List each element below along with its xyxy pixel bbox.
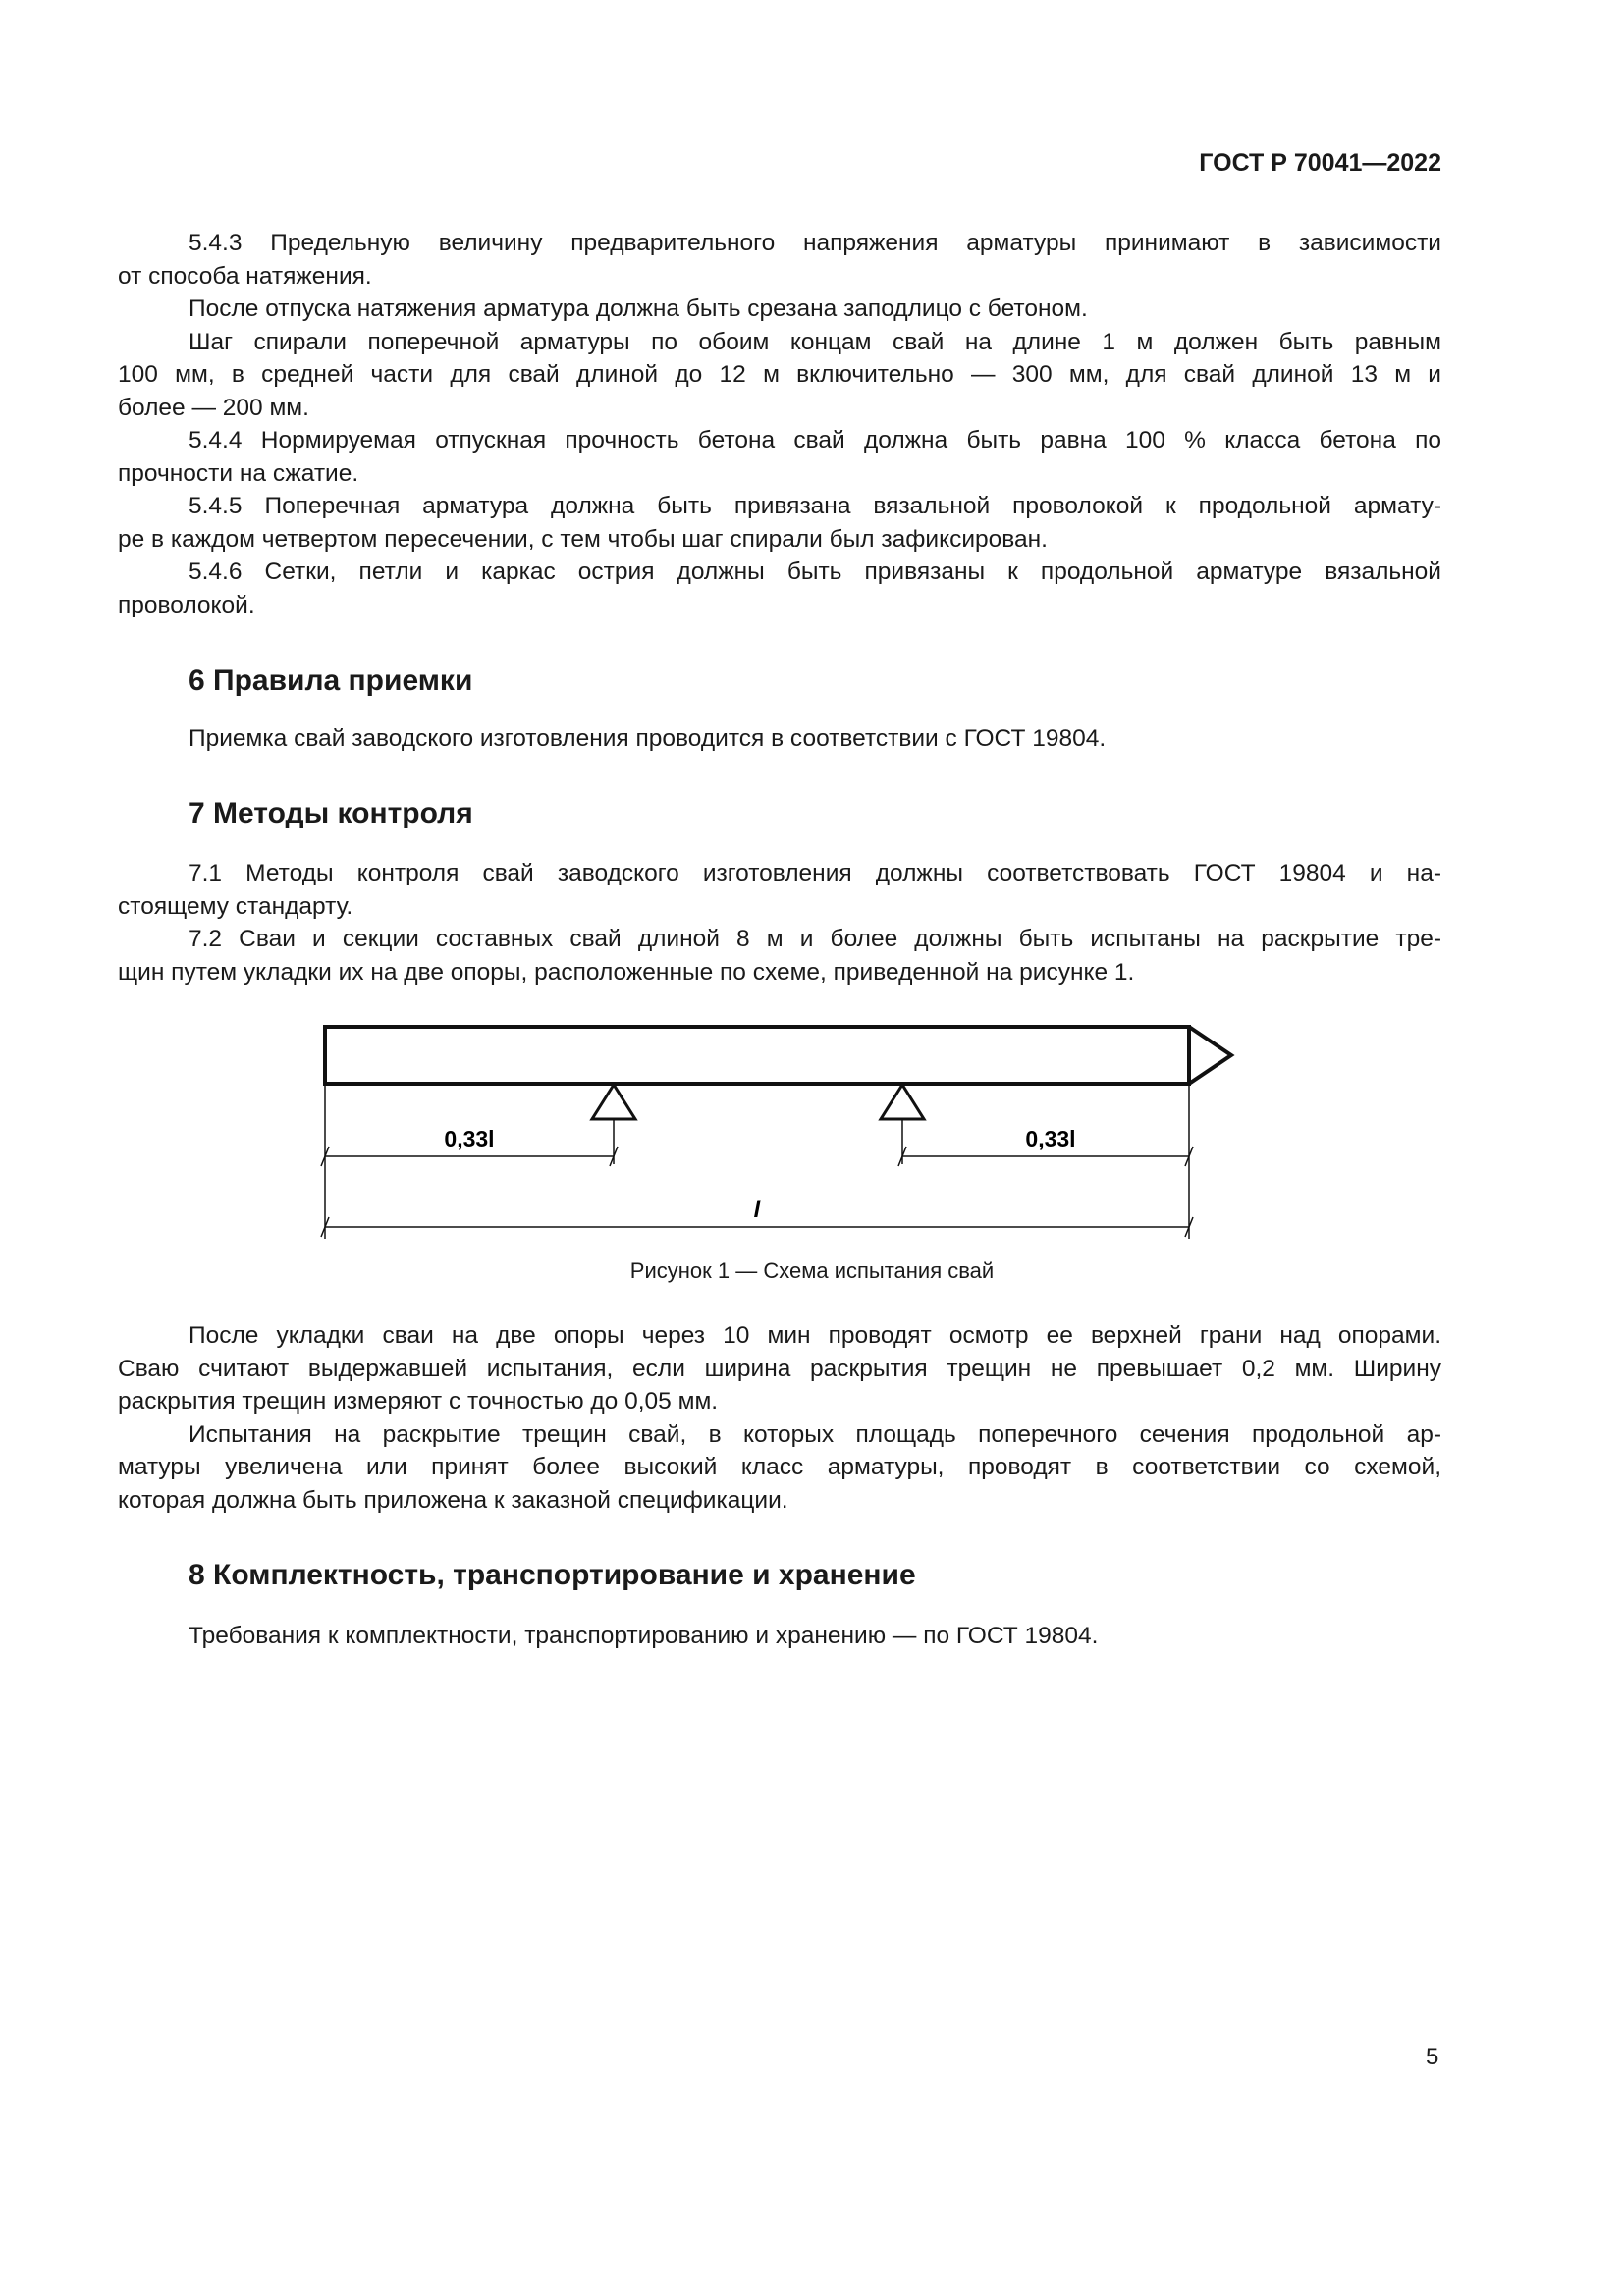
pile-body [325,1027,1189,1084]
paragraph-line: 100 мм, в средней части для свай длиной до 12 м включительно — 300 мм, для свай длиной 13 м и [118,361,1441,388]
dim-total-label: l [753,1197,761,1223]
paragraph-line: стоящему стандарту. [118,892,353,920]
dim-right-label: 0,33l [1025,1126,1076,1151]
paragraph-line: После отпуска натяжения арматура должна быть срезана заподлицо с бетоном. [189,295,1088,322]
section7-after-figure-text [118,1319,1441,1517]
section8-text [118,1620,1441,1653]
paragraph-line: 5.4.5 Поперечная арматура должна быть привязана вязальной проволокой к продольной армату- [189,493,1441,519]
section7-heading: 7 Методы контроля [189,797,473,829]
paragraph-line: более — 200 мм. [118,394,309,421]
paragraph-line: Шаг спирали поперечной арматуры по обоим концам свай на длине 1 м должен быть равным [189,328,1441,355]
document-code-header: ГОСТ Р 70041—2022 [1199,149,1441,177]
paragraph-line: Испытания на раскрытие трещин свай, в которых площадь поперечного сечения продольной ар- [189,1420,1441,1448]
paragraph-line: которая должна быть приложена к заказной спецификации. [118,1486,788,1514]
paragraph-line: Приемка свай заводского изготовления проводится в соответствии с ГОСТ 19804. [189,725,1107,752]
page-number: 5 [1426,2044,1439,2070]
paragraph-line: 7.1 Методы контроля свай заводского изготовления должны соответствовать ГОСТ 19804 и на- [189,860,1441,886]
paragraph-line: 5.4.6 Сетки, петли и каркас острия должны быть привязаны к продольной арматуре вязальной [189,559,1441,585]
paragraph-line: раскрытия трещин измеряют с точностью до 0,05 мм. [118,1388,719,1415]
section6-heading: 6 Правила приемки [189,665,473,697]
paragraph-line: 7.2 Сваи и секции составных свай длиной 8 м и более должны быть испытаны на раскрытие тре- [189,926,1441,952]
paragraph-line: Требования к комплектности, транспортированию и хранению — по ГОСТ 19804. [189,1623,1099,1649]
dim-left-label: 0,33l [444,1126,495,1151]
pile-tip [1189,1027,1231,1084]
paragraph-line: 5.4.4 Нормируемая отпускная прочность бетона свай должна быть равна 100 % класса бетона по [189,427,1441,454]
support-right-icon [881,1085,924,1164]
paragraph-line: прочности на сжатие. [118,459,359,487]
paragraph-line: После укладки сваи на две опоры через 10 мин проводят осмотр ее верхней грани над опорами. [189,1322,1441,1349]
support-left-icon [592,1085,635,1164]
paragraph-line: проволокой. [118,591,255,618]
figure-caption: Рисунок 1 — Схема испытания свай [629,1258,995,1283]
paragraph-line: от способа натяжения. [118,262,372,290]
paragraph-line: ре в каждом четвертом пересечении, с тем чтобы шаг спирали был зафиксирован. [118,525,1048,553]
paragraph-line: щин путем укладки их на две опоры, расположенные по схеме, приведенной на рисунке 1. [118,958,1135,986]
paragraph-line: Сваю считают выдержавшей испытания, если ширина раскрытия трещин не превышает 0,2 мм. Ширину [118,1355,1441,1382]
paragraph-line: матуры увеличена или принят более высокий класс арматуры, проводят в соответствии со схемой, [118,1454,1441,1480]
paragraph-line: 5.4.3 Предельную величину предварительного напряжения арматуры принимают в зависимости [189,230,1441,256]
section8-heading: 8 Комплектность, транспортирование и хранение [189,1559,916,1591]
